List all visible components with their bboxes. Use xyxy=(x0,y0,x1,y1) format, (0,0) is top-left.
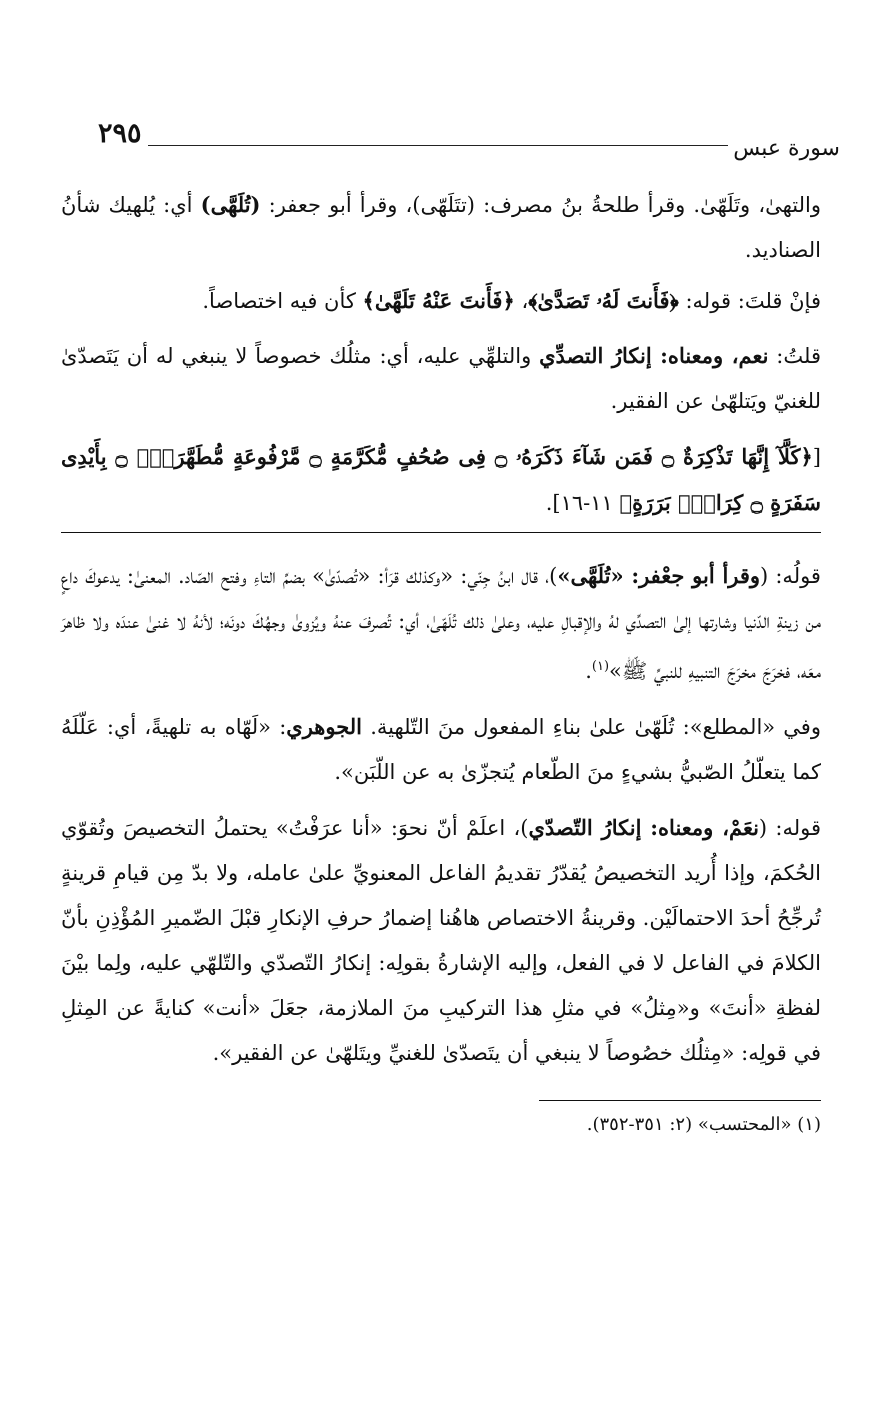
commentary-paragraph-2 xyxy=(61,704,821,795)
text-span: وفي «المطلع»: تُلَهّىٰ علىٰ بناءِ المفعول منَ التّلهية. xyxy=(362,715,821,739)
text-span: )، قال ابنُ جِنّي: «وكذلك قرَأ: «تُصدّىٰ» بضمِّ التاءِ وفتح الصّاد. المعنىٰ: يدعوكَ داعٍ من زينةِ الدّنيا وشارتها إلىٰ التصدِّي لهُ والإقبالِ عليه، وعلىٰ ذلك تُلَهّىٰ، أي: تُصرفَ عنهُ ويُزوىٰ وجهُكَ دونَه؛ لأنهُ لا غنىٰ عندَه ولا ظاهرَ معَه، فخرَجَ مخرَجَ التنبيهِ للنبيِّ ﷺ» xyxy=(61,564,821,683)
header-rule xyxy=(148,145,728,146)
text-span: قوله: ( xyxy=(758,816,821,840)
tafsir-paragraph-1 xyxy=(61,182,821,273)
text-span: والتلهِّي عليه، أي: مثلُك خصوصاً لا ينبغي له أن يَتَصدّىٰ للغنيّ ويَتلهّىٰ عن الفقير. xyxy=(61,344,821,413)
text-span: : «لَهّاه به تلهيةً، أي: عَلّلَهُ كما يتعلّلُ الصّبيُّ بشيءٍ منَ الطّعام يُتجزّىٰ به عن اللّبَن». xyxy=(61,715,821,784)
qiraah-bold: (تُلَهَّى) xyxy=(200,192,261,217)
lemma-bold: وقرأ أبو جعْفر: «تُلَهَّى» xyxy=(557,563,761,588)
answer-bold: نعم، ومعناه: إنكارُ التصدِّي xyxy=(539,343,769,368)
running-head-surah-title: سورة عبس xyxy=(733,136,840,161)
text-span: قلتُ: xyxy=(768,344,821,368)
page-number: ٢٩٥ xyxy=(98,118,142,149)
text-span: ، xyxy=(514,289,529,313)
quran-verses-block xyxy=(61,434,821,526)
text-span: والتهىٰ، وتَلَهّىٰ. وقرأ طلحةُ بنُ مصرف: (تتَلَهّى)، وقرأ أبو جعفر: xyxy=(260,193,821,217)
text-span: . xyxy=(585,659,592,683)
verse-numbers: ١١-١٦]. xyxy=(545,491,620,515)
page-header xyxy=(88,118,840,168)
source-bold: الجوهري xyxy=(286,714,363,739)
text-span: أي: يُلهيك شأنُ الصناديد. xyxy=(61,193,821,262)
commentary-paragraph-1 xyxy=(61,553,821,694)
text-span: )، اعلَمْ أنّ نحوَ: «أنا عرَفْتُ» يحتملُ التخصيصَ وتُقوّي الحُكمَ، وإذا أُريد التخصيصُ يُقدّرُ تقديمُ الفاعل المعنويِّ علىٰ عامله، ولا بدّ مِن قيامِ قرينةٍ تُرجِّحُ أحدَ الاحتمالَيْن. وقرينةُ الاختصاص هاهُنا إضمارُ حرفِ الإنكارِ قبْلَ الضّميرِ المُؤْذِنِ بأنّ الكلامَ في الفاعل لا في الفعل، وإليه الإشارةُ بقولِه: إنكارُ التّصدّي والتّلهّي عليه، ولِما بيْنَ لفظةِ «أنتَ» و«مِثلُ» في مثلِ هذا التركيبِ منَ الملازمة، جعَلَ «أنت» كنايةً عن المِثلِ في قولِه: «مِثلُك خصُوصاً لا ينبغي أن يتَصدّىٰ للغنيِّ ويتَلهّىٰ عن الفقير». xyxy=(61,816,821,1065)
quran-verses: ﴿كَلَّآ إِنَّهَا تَذْكِرَةٌ ۝ فَمَن شَآءَ ذَكَرَهُۥ ۝ فِى صُحُفٍ مُّكَرَّمَةٍ ۝ مَّرْفُوعَةٍ مُّطَهَّرَةٍۭ ۝ بِأَيْدِى سَفَرَةٍ ۝ كِرَامٍۭ بَرَرَةٍ﴾ xyxy=(61,444,821,515)
tafsir-question xyxy=(61,278,821,324)
commentary-paragraph-3 xyxy=(61,805,821,1076)
section-divider xyxy=(61,532,821,533)
page-content xyxy=(61,182,821,1139)
bracket: [ xyxy=(812,445,821,469)
quran-quote: ﴿فَأَنتَ عَنْهُ تَلَهَّىٰ﴾ xyxy=(362,288,515,313)
footnote-rule xyxy=(539,1100,821,1101)
text-span: فإنْ قلتَ: قوله: xyxy=(678,289,821,313)
footnote-reference: (١) xyxy=(591,659,610,674)
text-span: قولُه: ( xyxy=(760,564,821,588)
footnote: (١) «المحتسب» (٢: ٣٥١-٣٥٢). xyxy=(586,1114,821,1135)
tafsir-answer xyxy=(61,333,821,424)
lemma-bold: نعَمْ، ومعناه: إنكارُ التّصدّي xyxy=(528,815,759,840)
quran-quote: ﴿فَأَنتَ لَهُۥ تَصَدَّىٰ﴾ xyxy=(528,288,679,313)
text-span: كأن فيه اختصاصاً. xyxy=(202,289,363,313)
